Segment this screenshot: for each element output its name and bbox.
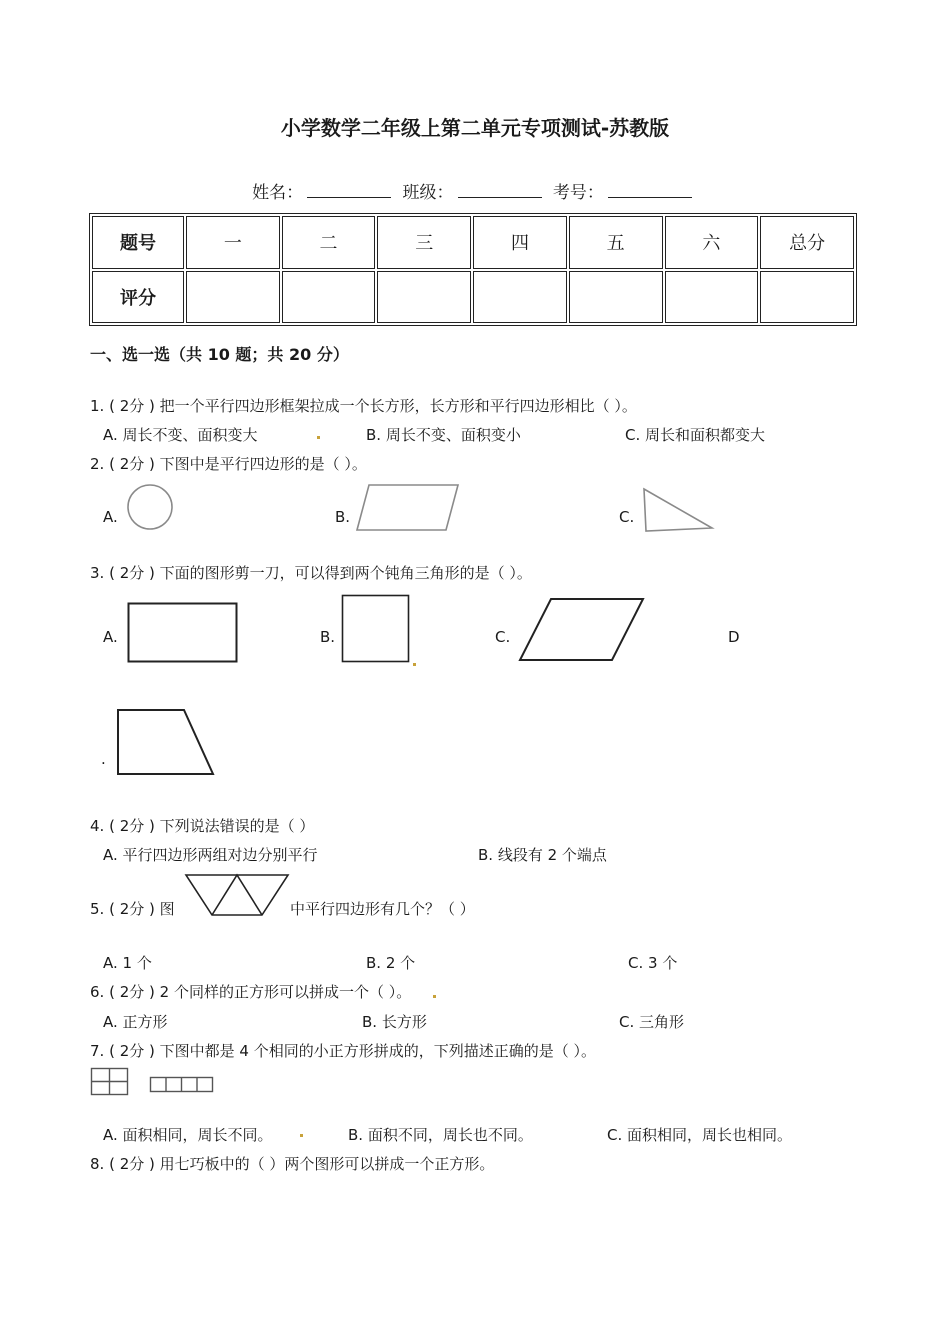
triangles-figure: [184, 872, 290, 918]
q3-option-a[interactable]: A.: [103, 628, 118, 646]
score-table: [89, 213, 857, 326]
id-field[interactable]: [608, 183, 692, 198]
col-4: 四: [473, 216, 567, 269]
score-cell[interactable]: [186, 271, 280, 324]
section-heading: 一、选一选（共 10 题；共 20 分）: [90, 345, 349, 364]
score-cell[interactable]: [282, 271, 376, 324]
class-label: 班级：: [402, 183, 454, 203]
q1-option-a[interactable]: A. 周长不变、面积变大: [103, 426, 258, 444]
q7-option-c[interactable]: C. 面积相同，周长也相同。: [607, 1126, 793, 1144]
score-table-header-row: [92, 216, 854, 269]
q6-option-b[interactable]: B. 长方形: [362, 1013, 427, 1031]
artifact-dot: [433, 995, 436, 998]
rectangle-shape: [127, 602, 239, 664]
col-1: 一: [186, 216, 280, 269]
col-2: 二: [282, 216, 376, 269]
score-table-score-row: [92, 271, 854, 324]
score-cell[interactable]: [665, 271, 759, 324]
trapezoid-shape: [115, 707, 217, 777]
question-3-stem: 3. ( 2分 ) 下面的图形剪一刀，可以得到两个钝角三角形的是（ ）。: [90, 564, 532, 582]
page-title: 小学数学二年级上第二单元专项测试-苏教版: [280, 116, 670, 140]
q2-option-a[interactable]: A.: [103, 508, 118, 526]
q3-option-d[interactable]: D: [728, 628, 740, 646]
q3-option-d-mark: .: [101, 750, 106, 768]
q6-option-c[interactable]: C. 三角形: [619, 1013, 685, 1031]
score-cell[interactable]: [473, 271, 567, 324]
circle-shape: [124, 483, 176, 531]
question-1-stem: 1. ( 2分 ) 把一个平行四边形框架拉成一个长方形，长方形和平行四边形相比（ ）。: [90, 397, 637, 415]
q4-option-a[interactable]: A. 平行四边形两组对边分别平行: [103, 846, 318, 864]
question-5-stem-end: 中平行四边形有几个？（ ）: [290, 900, 475, 918]
score-cell[interactable]: [377, 271, 471, 324]
one-by-four-squares: [149, 1076, 215, 1094]
q4-option-b[interactable]: B. 线段有 2 个端点: [478, 846, 607, 864]
artifact-dot: [317, 436, 320, 439]
q1-option-c[interactable]: C. 周长和面积都变大: [625, 426, 766, 444]
q3-option-b[interactable]: B.: [320, 628, 336, 646]
name-field[interactable]: [307, 183, 391, 198]
question-6-stem: 6. ( 2分 ) 2 个同样的正方形可以拼成一个（ ）。: [90, 983, 412, 1001]
question-5-stem-start: 5. ( 2分 ) 图: [90, 900, 175, 918]
score-cell[interactable]: [569, 271, 663, 324]
square-shape: [341, 594, 411, 664]
row1-header: 题号: [92, 216, 184, 269]
q6-option-a[interactable]: A. 正方形: [103, 1013, 168, 1031]
triangle-shape: [641, 486, 715, 534]
id-label: 考号：: [552, 183, 604, 203]
q2-option-c[interactable]: C.: [619, 508, 635, 526]
q5-option-c[interactable]: C. 3 个: [628, 954, 678, 972]
q1-option-b[interactable]: B. 周长不变、面积变小: [366, 426, 521, 444]
q5-option-a[interactable]: A. 1 个: [103, 954, 152, 972]
question-2-stem: 2. ( 2分 ) 下图中是平行四边形的是（ ）。: [90, 455, 367, 473]
col-total: 总分: [760, 216, 854, 269]
parallelogram-shape: [355, 483, 461, 533]
q2-option-b[interactable]: B.: [335, 508, 351, 526]
question-4-stem: 4. ( 2分 ) 下列说法错误的是（ ）: [90, 817, 315, 835]
student-info: [0, 178, 950, 203]
col-6: 六: [665, 216, 759, 269]
class-field[interactable]: [458, 183, 542, 198]
artifact-dot: [300, 1134, 303, 1137]
question-8-stem: 8. ( 2分 ) 用七巧板中的（ ）两个图形可以拼成一个正方形。: [90, 1155, 495, 1173]
q5-option-b[interactable]: B. 2 个: [366, 954, 416, 972]
score-cell[interactable]: [760, 271, 854, 324]
two-by-two-squares: [90, 1067, 130, 1097]
q7-option-a[interactable]: A. 面积相同，周长不同。: [103, 1126, 273, 1144]
parallelogram-shape: [518, 597, 646, 663]
q3-option-c[interactable]: C.: [495, 628, 511, 646]
row2-header: 评分: [92, 271, 184, 324]
artifact-dot: [413, 663, 416, 666]
name-label: 姓名：: [252, 183, 304, 203]
col-5: 五: [569, 216, 663, 269]
col-3: 三: [377, 216, 471, 269]
question-7-stem: 7. ( 2分 ) 下图中都是 4 个相同的小正方形拼成的，下列描述正确的是（ ）。: [90, 1042, 596, 1060]
q7-option-b[interactable]: B. 面积不同，周长也不同。: [348, 1126, 533, 1144]
